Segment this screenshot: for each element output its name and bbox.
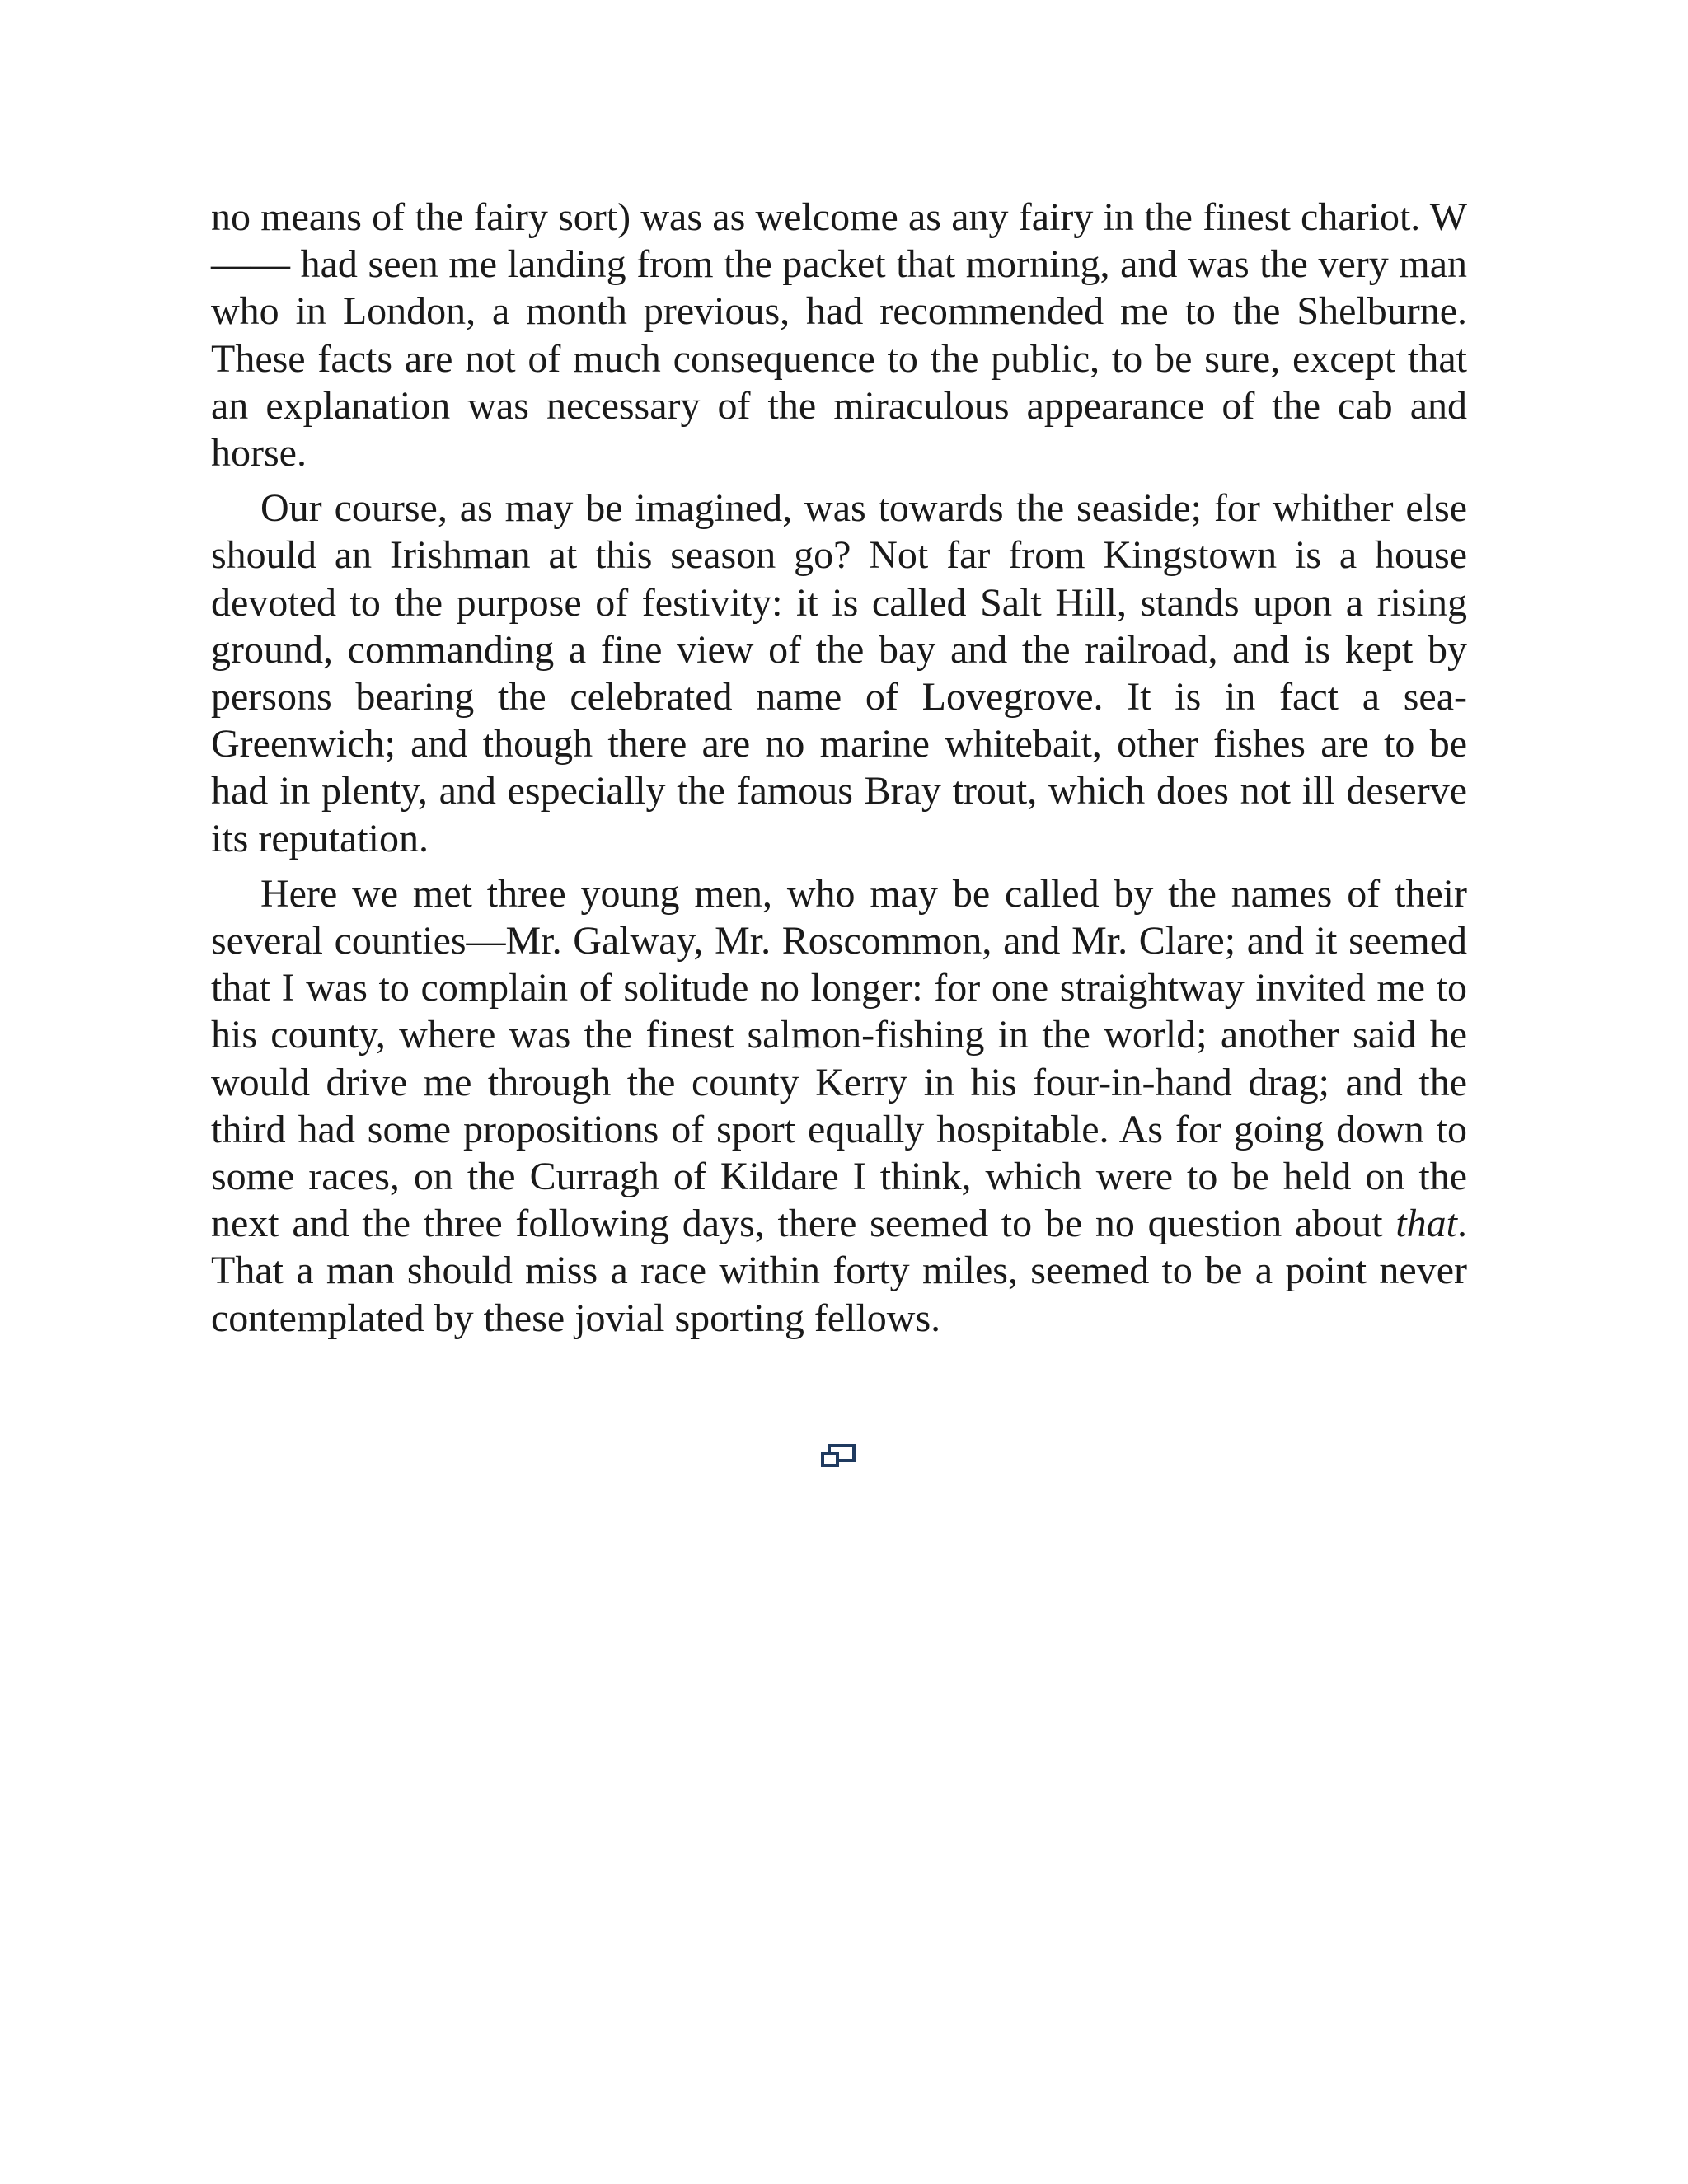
- paragraph-1: no means of the fairy sort) was as welcome as any fairy in the finest chariot. W—— had seen me landing from the packet that morning, and was the very man who in London, a month previous, had recommended me to the Shelburne. These facts are not of much consequence to the public, to be sure, except that an explanation was necessary of the miraculous appearance of the cab and horse.: [211, 195, 1467, 476]
- paragraph-3-text-a: Here we met three young men, who may be called by the names of their several counties—Mr. Galway, Mr. Roscommon, and Mr. Clare; and it seemed that I was to complain of solitude no longer: for one straightway invited me to his county, where was the finest salmon-fishing in the world; another said he would drive me through the county Kerry in his four-in-hand drag; and the third had some propositions of sport equally hospitable. As for going down to some races, on the Curragh of Kildare I think, which were to be held on the next and the three following days, there seemed to be no question about: [211, 871, 1467, 1246]
- paragraph-2: Our course, as may be imagined, was towards the seaside; for whither else should an Irishman at this season go? Not far from Kingstown is a house devoted to the purpose of festivity: it is called Salt Hill, stands upon a rising ground, commanding a fine view of the bay and the railroad, and is kept by persons bearing the celebrated name of Lovegrove. It is in fact a sea-Greenwich; and though there are no marine whitebait, other fishes are to be had in plenty, and especially the famous Bray trout, which does not ill deserve its reputation.: [211, 486, 1467, 860]
- paragraph-3-text-b: . That a man should miss a race within forty miles, seemed to be a point never contemplated by these jovial sporting fellows.: [211, 1202, 1467, 1340]
- overlapping-rectangles-icon[interactable]: [821, 1444, 857, 1469]
- paragraph-3: [211, 870, 1467, 1342]
- rect-front: [823, 1454, 837, 1465]
- document-body: [211, 194, 1467, 1350]
- paragraph-3-italic: that: [1395, 1202, 1457, 1246]
